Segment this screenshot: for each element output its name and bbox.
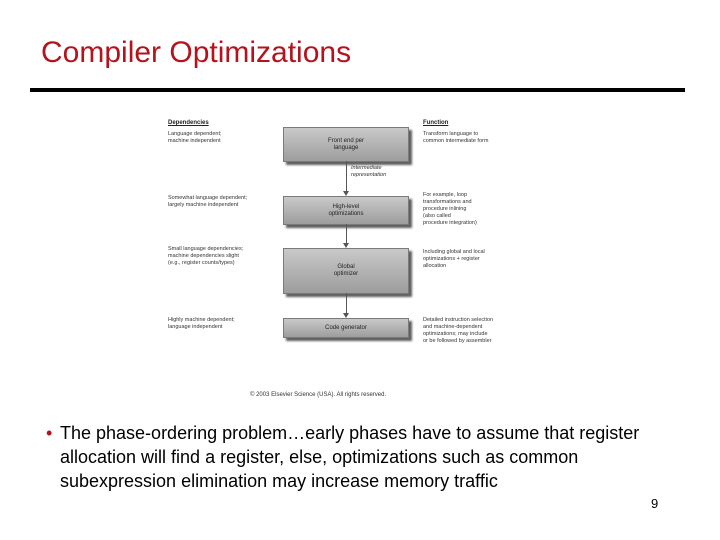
stage-function: Including global and local optimizations + register allocation xyxy=(423,249,485,269)
compiler-phases-diagram xyxy=(165,115,525,395)
stage-box-code-generator: Code generator xyxy=(283,318,409,338)
stage-box-global-optimizer: Global optimizer xyxy=(283,248,409,294)
stage-dependency: Small language dependencies; machine dependencies slight (e.g., register counts/types) xyxy=(168,246,244,266)
stage-dependency: Highly machine dependent; language independent xyxy=(168,317,235,330)
stage-function: For example, loop transformations and procedure inlining (also called procedure integration) xyxy=(423,192,477,226)
bullet-point xyxy=(46,421,646,493)
stage-box-high-level: High-level optimizations xyxy=(283,196,409,225)
copyright-notice: © 2003 Elsevier Science (USA). All rights reserved. xyxy=(250,392,387,398)
page-number: 9 xyxy=(651,496,659,511)
stage-dependency: Language dependent; machine independent xyxy=(168,131,222,144)
function-heading: Function xyxy=(423,120,449,126)
stage-function: Transform language to common intermediate form xyxy=(423,131,489,144)
stage-function: Detailed instruction selection and machine-dependent optimizations; may include or be followed by assembler xyxy=(423,317,494,344)
stage-box-front-end: Front end per language xyxy=(283,127,409,162)
connector-line xyxy=(346,161,347,194)
dependencies-heading: Dependencies xyxy=(168,120,209,126)
bullet-icon: • xyxy=(46,423,53,443)
stage-dependency: Somewhat language dependent; largely machine independent xyxy=(168,195,248,208)
slide-title: Compiler Optimizations xyxy=(41,36,352,69)
intermediate-representation-label: Intermediate representation xyxy=(351,165,387,178)
title-divider xyxy=(30,88,685,92)
bullet-text: The phase-ordering problem…early phases have to assume that register allocation will find a register, else, optimizations such as common subexpression elimination may increase memory traffic xyxy=(60,423,640,491)
